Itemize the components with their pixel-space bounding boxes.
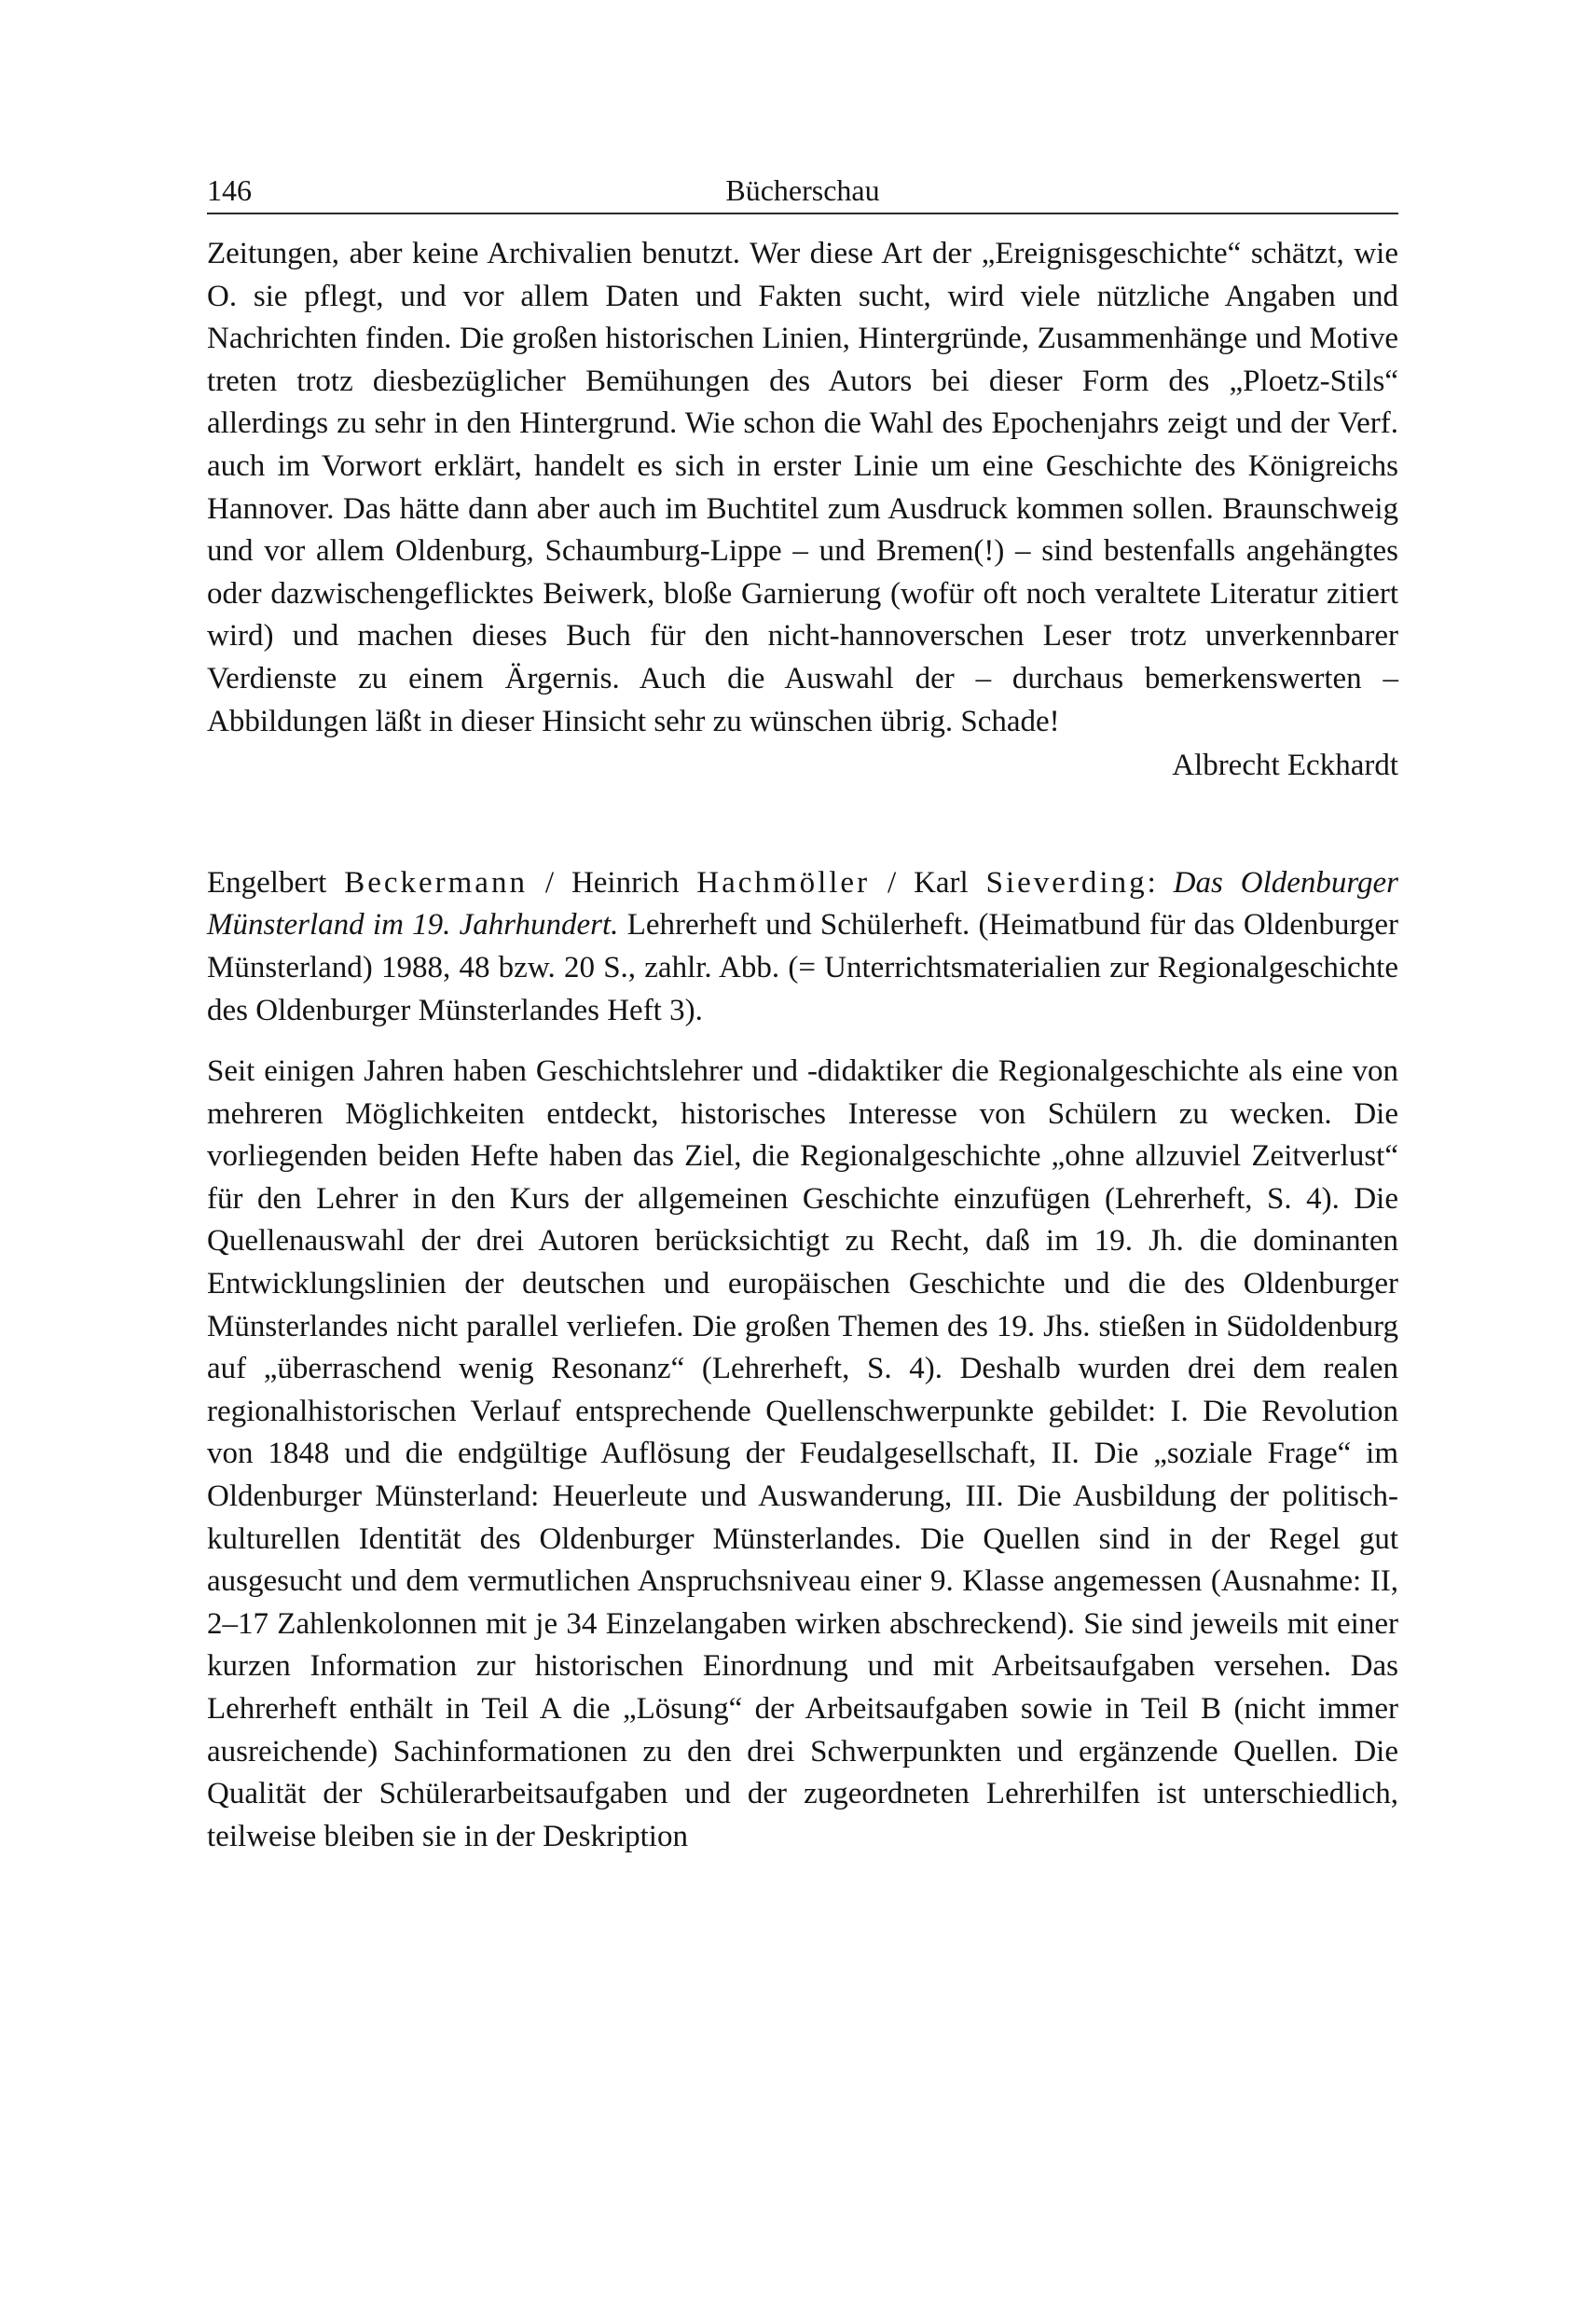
- review-paragraph: Seit einigen Jahren haben Geschichtslehrer und -didaktiker die Regionalgeschichte als eine von mehreren Möglichkeiten entdeckt, historisches Interesse von Schülern zu wecken. Die vorliegenden beiden Hefte haben das Ziel, die Regionalgeschichte „ohne allzuviel Zeitverlust“ für den Lehrer in den Kurs der allgemeinen Geschichte einzufügen (Lehrerheft, S. 4). Die Quellenauswahl der drei Autoren berücksichtigt zu Recht, daß im 19. Jh. die dominanten Entwicklungslinien der deutschen und europäischen Geschichte und die des Oldenburger Münsterlandes nicht parallel verliefen. Die großen Themen des 19. Jhs. stießen in Südoldenburg auf „überraschend wenig Resonanz“ (Lehrerheft, S. 4). Deshalb wurden drei dem realen regionalhistorischen Verlauf entsprechende Quellenschwerpunkte gebildet: I. Die Revolution von 1848 und die endgültige Auflösung der Feudalgesellschaft, II. Die „soziale Frage“ im Oldenburger Münsterland: Heuerleute und Auswanderung, III. Die Ausbildung der politisch-kulturellen Identität des Oldenburger Münsterlandes. Die Quellen sind in der Regel gut ausgesucht und dem vermutlichen Anspruchsniveau einer 9. Klasse angemessen (Ausnahme: II, 2–17 Zahlenkolonnen mit je 34 Einzelangaben wirken abschreckend). Sie sind jeweils mit einer kurzen Information zur historischen Einordnung und mit Arbeitsaufgaben versehen. Das Lehrerheft enthält in Teil A die „Lösung“ der Arbeitsaufgaben sowie in Teil B (nicht immer ausreichende) Sachinformationen zu den drei Schwerpunkten und ergänzende Quellen. Die Qualität der Schülerarbeitsaufgaben und der zugeordneten Lehrerhilfen ist unterschiedlich, teilweise bleiben sie in der Deskription: [207, 1054, 1398, 1853]
- author-last-name: Hachmöller: [696, 865, 871, 900]
- review-continuation-paragraph: Zeitungen, aber keine Archivalien benutzt. Wer diese Art der „Ereignisgeschichte“ schätzt, wie O. sie pflegt, und vor allem Daten und Fakten sucht, wird viele nützliche Angaben und Nachrichten finden. Die großen historischen Linien, Hintergründe, Zusammenhänge und Motive treten trotz diesbezüglicher Bemühungen des Autors bei dieser Form des „Ploetz-Stils“ allerdings zu sehr in den Hintergrund. Wie schon die Wahl des Epochenjahrs zeigt und der Verf. auch im Vorwort erklärt, handelt es sich in erster Linie um eine Geschichte des Königreichs Hannover. Das hätte dann aber auch im Buchtitel zum Ausdruck kommen sollen. Braunschweig und vor allem Oldenburg, Schaumburg-Lippe – und Bremen(!) – sind bestenfalls angehängtes oder dazwischengeflicktes Beiwerk, bloße Garnierung (wofür oft noch veraltete Literatur zitiert wird) und machen dieses Buch für den nicht-hannoverschen Leser trotz unverkennbarer Verdienste zu einem Ärgernis. Auch die Auswahl der – durchaus bemerkenswerten – Abbildungen läßt in dieser Hinsicht sehr zu wünschen übrig. Schade!: [207, 237, 1398, 738]
- book-title: Das Oldenburger Münsterland im 19. Jahrhundert.: [207, 865, 1399, 943]
- body-text: [207, 233, 1398, 1858]
- page-number: 146: [207, 173, 252, 207]
- running-head: [207, 168, 1398, 214]
- author-separator: /: [527, 865, 571, 900]
- book-details: Lehrerheft und Schülerheft. (Heimatbund für das Oldenburger Münsterland) 1988, 48 bzw. 20 S., zahlr. Abb. (= Unterrichtsmaterialien zur Regionalgeschichte des Oldenburger Münsterlandes Heft 3).: [207, 908, 1398, 1027]
- author-last-name: Sieverding: [985, 865, 1148, 900]
- author-first-name: Karl: [914, 865, 969, 900]
- author-last-name: Beckermann: [344, 865, 528, 900]
- author-first-name: Engelbert: [207, 865, 327, 900]
- running-title: Bücherschau: [725, 173, 880, 207]
- reviewer-signature: Albrecht Eckhardt: [1172, 749, 1398, 783]
- author-separator: /: [870, 865, 915, 900]
- book-page: [207, 168, 1398, 1858]
- bibliographic-entry: Engelbert Beckermann / Heinrich Hachmöller / Karl Sieverding: Das Oldenburger Münsterland im 19. Jahrhundert. Lehrerheft und Schülerheft. (Heimatbund für das Oldenburger Münsterland) 1988, 48 bzw. 20 S., zahlr. Abb. (= Unterrichtsmaterialien zur Regionalgeschichte des Oldenburger Münsterlandes Heft 3).: [207, 865, 1399, 1027]
- author-first-name: Heinrich: [571, 865, 680, 900]
